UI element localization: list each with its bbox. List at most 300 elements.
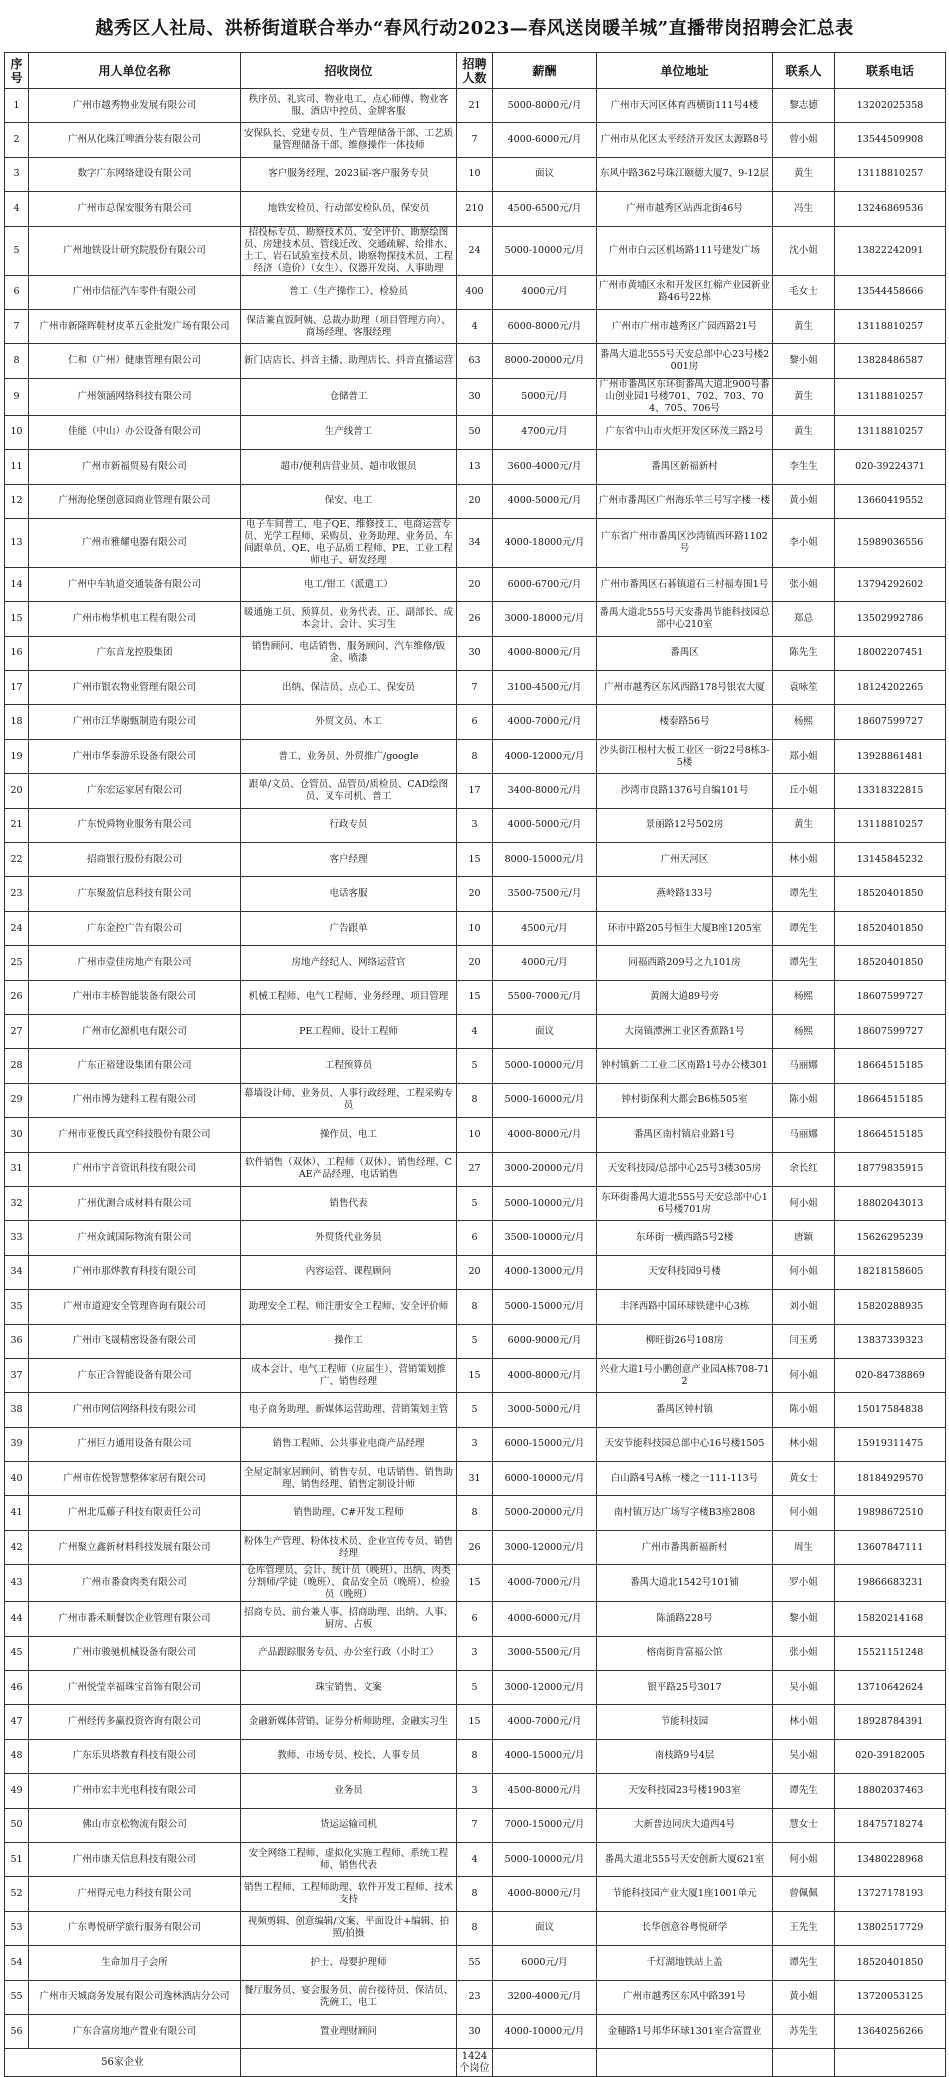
phone-number: 18124202265: [835, 671, 946, 705]
contact-person: 苏先生: [773, 2014, 835, 2048]
positions: 金融新媒体营销、证券分析师助理、金融实习生: [241, 1705, 457, 1739]
header-phone: 联系电话: [835, 53, 946, 89]
salary: 4000-7000元/月: [493, 1565, 597, 1602]
phone-number: 13246869536: [835, 192, 946, 226]
headcount: 5: [457, 1393, 493, 1427]
address: 天安科技园23号楼1903室: [597, 1774, 773, 1808]
headcount: 50: [457, 415, 493, 449]
positions: 护士、母婴护理师: [241, 1946, 457, 1980]
phone-number: 18802037463: [835, 1774, 946, 1808]
row-index: 25: [5, 946, 29, 980]
positions: 幕墙设计师、业务员、人事行政经理、工程采购专员: [241, 1083, 457, 1117]
company-name: 广州市那烨教育科技有限公司: [29, 1255, 241, 1289]
contact-person: 黄生: [773, 157, 835, 191]
contact-person: 谭先生: [773, 946, 835, 980]
salary: 8000-20000元/月: [493, 344, 597, 378]
company-name: 广州领涵网络科技有限公司: [29, 378, 241, 415]
contact-person: 张小姐: [773, 567, 835, 601]
headcount: 26: [457, 1530, 493, 1564]
table-footer: [5, 2049, 946, 2077]
table-row: [5, 1842, 946, 1876]
row-index: 47: [5, 1705, 29, 1739]
table-row: [5, 1877, 946, 1911]
table-row: [5, 1636, 946, 1670]
table-row: [5, 1324, 946, 1358]
positions: 助理安全工程、师注册安全工程师、安全评价师: [241, 1290, 457, 1324]
address: 千灯湖地铁站上盖: [597, 1946, 773, 1980]
table-row: [5, 1739, 946, 1773]
row-index: 51: [5, 1842, 29, 1876]
phone-number: 15626295239: [835, 1221, 946, 1255]
table-header: [5, 53, 946, 89]
positions: 产品跟踪服务专员、办公室行政（小时工）: [241, 1636, 457, 1670]
phone-number: 15989036556: [835, 518, 946, 567]
salary: 4000元/月: [493, 275, 597, 309]
header-company: 用人单位名称: [29, 53, 241, 89]
salary: 5000-10000元/月: [493, 1186, 597, 1220]
contact-person: 郑总: [773, 602, 835, 636]
address: 兴业大道1号小鹏创意产业园A栋708-712: [597, 1358, 773, 1392]
row-index: 24: [5, 911, 29, 945]
salary: 5000-8000元/月: [493, 89, 597, 123]
headcount: 31: [457, 1462, 493, 1496]
company-name: 广州得元电力科技有限公司: [29, 1877, 241, 1911]
contact-person: 李小姐: [773, 518, 835, 567]
row-index: 23: [5, 877, 29, 911]
row-index: 37: [5, 1358, 29, 1392]
company-name: 仁和（广州）健康管理有限公司: [29, 344, 241, 378]
headcount: 34: [457, 518, 493, 567]
company-name: 广州海伦堡创意园商业管理有限公司: [29, 484, 241, 518]
row-index: 53: [5, 1911, 29, 1945]
positions: 仓库管理员、会计、统计员（晚班）、出纳、肉类分割师/学徒（晚班）、食品安全员（晚班）、检验员（晚班）: [241, 1565, 457, 1602]
positions: 成本会计、电气工程师（应届生）、营销策划推广、销售经理: [241, 1358, 457, 1392]
address: 同福西路209号之九101房: [597, 946, 773, 980]
table-row: [5, 980, 946, 1014]
table-row: [5, 1946, 946, 1980]
phone-number: 18002207451: [835, 636, 946, 670]
positions: 粉体生产管理、粉体技术员、企业宣传专员、销售经理: [241, 1530, 457, 1564]
contact-person: 丘小姐: [773, 774, 835, 808]
table-row: [5, 911, 946, 945]
total-companies: 56家企业: [5, 2049, 241, 2077]
headcount: 30: [457, 2014, 493, 2048]
salary: 4000元/月: [493, 946, 597, 980]
row-index: 3: [5, 157, 29, 191]
company-name: 广州市骏驰机械设备有限公司: [29, 1636, 241, 1670]
salary: 3000-18000元/月: [493, 602, 597, 636]
row-index: 29: [5, 1083, 29, 1117]
address: 沙湾市良路1376号自编101号: [597, 774, 773, 808]
contact-person: 杨熙: [773, 705, 835, 739]
contact-person: 何小姐: [773, 1186, 835, 1220]
row-index: 26: [5, 980, 29, 1014]
positions: 工程预算员: [241, 1049, 457, 1083]
address: 广州市越秀区东风中路391号: [597, 1980, 773, 2014]
table-row: [5, 705, 946, 739]
table-row: [5, 1911, 946, 1945]
salary: 6000-8000元/月: [493, 309, 597, 343]
salary: 面议: [493, 1014, 597, 1048]
contact-person: 黄女士: [773, 1462, 835, 1496]
positions: 操作员、电工: [241, 1118, 457, 1152]
positions: 销售助理、C#开发工程师: [241, 1496, 457, 1530]
table-row: [5, 1808, 946, 1842]
table-row: [5, 275, 946, 309]
positions: 外贸文员、木工: [241, 705, 457, 739]
contact-person: 马丽娜: [773, 1118, 835, 1152]
contact-person: 李生生: [773, 450, 835, 484]
positions: 货运运输司机: [241, 1808, 457, 1842]
row-index: 27: [5, 1014, 29, 1048]
table-row: [5, 484, 946, 518]
contact-person: 杨熙: [773, 1014, 835, 1048]
headcount: 20: [457, 877, 493, 911]
row-index: 48: [5, 1739, 29, 1773]
contact-person: 郑小姐: [773, 739, 835, 773]
contact-person: 慧女士: [773, 1808, 835, 1842]
address: 广州市番禺区广州海乐苹三号写字楼一楼: [597, 484, 773, 518]
table-row: [5, 518, 946, 567]
row-index: 35: [5, 1290, 29, 1324]
contact-person: 陈小姐: [773, 1393, 835, 1427]
headcount: 4: [457, 1842, 493, 1876]
contact-person: 黄生: [773, 378, 835, 415]
company-name: 广东合富房地产置业有限公司: [29, 2014, 241, 2048]
row-index: 11: [5, 450, 29, 484]
row-index: 10: [5, 415, 29, 449]
positions: 地铁安检员、行动部安检队员、保安员: [241, 192, 457, 226]
phone-number: 13727178193: [835, 1877, 946, 1911]
contact-person: 杨熙: [773, 980, 835, 1014]
company-name: 广州优测合成材料有限公司: [29, 1186, 241, 1220]
headcount: 3: [457, 808, 493, 842]
headcount: 17: [457, 774, 493, 808]
headcount: 27: [457, 1152, 493, 1186]
positions: 销售工程师、公共事业电商产品经理: [241, 1427, 457, 1461]
company-name: 广州市番禾顺餐饮企业管理有限公司: [29, 1602, 241, 1636]
phone-number: 13202025358: [835, 89, 946, 123]
phone-number: 13837339323: [835, 1324, 946, 1358]
address: 黄阁大道89号旁: [597, 980, 773, 1014]
company-name: 招商银行股份有限公司: [29, 843, 241, 877]
positions: 销售顾问、电话销售、服务顾问、汽车维修/钣金、喷漆: [241, 636, 457, 670]
table-row: [5, 415, 946, 449]
salary: 4000-7000元/月: [493, 705, 597, 739]
table-body: [5, 89, 946, 2049]
address: 金穗路1号邦华环球1301室合富置业: [597, 2014, 773, 2048]
table-row: [5, 1221, 946, 1255]
row-index: 28: [5, 1049, 29, 1083]
positions: 电子车间普工、电子QE、维修技工、电商运营专员、光学工程师、采购员、业务助理、业务员、车间跟单员、QE、电子品质工程师、PE、工业工程师电子、研发经理: [241, 518, 457, 567]
row-index: 18: [5, 705, 29, 739]
salary: 4500-8000元/月: [493, 1774, 597, 1808]
contact-person: 曾佩佩: [773, 1877, 835, 1911]
contact-person: 冯生: [773, 192, 835, 226]
address: 节能科技园产业大厦1座1001单元: [597, 1877, 773, 1911]
salary: 面议: [493, 157, 597, 191]
phone-number: 13710642624: [835, 1671, 946, 1705]
company-name: 广东聚盈信息科技有限公司: [29, 877, 241, 911]
address: 番禺大道北555号天安总部中心23号楼2001房: [597, 344, 773, 378]
salary: 4000-5000元/月: [493, 808, 597, 842]
salary: 5000-15000元/月: [493, 1290, 597, 1324]
table-row: [5, 378, 946, 415]
headcount: 26: [457, 602, 493, 636]
company-name: 广州市道迎安全管理咨询有限公司: [29, 1290, 241, 1324]
total-spacer: [835, 2049, 946, 2077]
address: 榕南街肯富福公馆: [597, 1636, 773, 1670]
company-name: 广州中车轨道交通装备有限公司: [29, 567, 241, 601]
contact-person: 林小姐: [773, 1705, 835, 1739]
phone-number: 13607847111: [835, 1530, 946, 1564]
contact-person: 余长红: [773, 1152, 835, 1186]
company-name: 生命加月子会所: [29, 1946, 241, 1980]
headcount: 30: [457, 636, 493, 670]
row-index: 34: [5, 1255, 29, 1289]
table-row: [5, 1118, 946, 1152]
salary: 4000-13000元/月: [493, 1255, 597, 1289]
address: 天安科技园/总部中心25号3楼305房: [597, 1152, 773, 1186]
positions: 电工/钳工（派遣工）: [241, 567, 457, 601]
company-name: 广州市信征汽车零件有限公司: [29, 275, 241, 309]
salary: 3500-10000元/月: [493, 1221, 597, 1255]
contact-person: 黄生: [773, 808, 835, 842]
company-name: 广州巨力通用设备有限公司: [29, 1427, 241, 1461]
row-index: 32: [5, 1186, 29, 1220]
table-row: [5, 808, 946, 842]
positions: 出纳、保洁员、点心工、保安员: [241, 671, 457, 705]
address: 番禺区南村镇启业路1号: [597, 1118, 773, 1152]
company-name: 佛山市京松物流有限公司: [29, 1808, 241, 1842]
table-row: [5, 1186, 946, 1220]
total-spacer: [493, 2049, 597, 2077]
headcount: 210: [457, 192, 493, 226]
address: 天安节能科技园总部中心16号楼1505: [597, 1427, 773, 1461]
salary: 5500-7000元/月: [493, 980, 597, 1014]
table-row: [5, 1530, 946, 1564]
contact-person: 马丽娜: [773, 1049, 835, 1083]
contact-person: 谭先生: [773, 1946, 835, 1980]
contact-person: 曾小姐: [773, 123, 835, 157]
headcount: 55: [457, 1946, 493, 1980]
table-row: [5, 1980, 946, 2014]
row-index: 46: [5, 1671, 29, 1705]
phone-number: 020-39182005: [835, 1739, 946, 1773]
row-index: 39: [5, 1427, 29, 1461]
contact-person: 何小姐: [773, 1358, 835, 1392]
phone-number: 18607599727: [835, 980, 946, 1014]
headcount: 6: [457, 705, 493, 739]
headcount: 15: [457, 980, 493, 1014]
phone-number: 13502992786: [835, 602, 946, 636]
row-index: 41: [5, 1496, 29, 1530]
phone-number: 18184929570: [835, 1462, 946, 1496]
salary: 3200-4000元/月: [493, 1980, 597, 2014]
address: 番禺区钟村镇: [597, 1393, 773, 1427]
table-row: [5, 774, 946, 808]
phone-number: 13145845232: [835, 843, 946, 877]
headcount: 20: [457, 567, 493, 601]
company-name: 广州市梅华机电工程有限公司: [29, 602, 241, 636]
company-name: 数字广东网络建设有限公司: [29, 157, 241, 191]
header-count: 招聘人数: [457, 53, 493, 89]
headcount: 24: [457, 226, 493, 275]
salary: 7000-15000元/月: [493, 1808, 597, 1842]
phone-number: 18664515185: [835, 1118, 946, 1152]
positions: 视频剪辑、创意编辑/文案、平面设计+编辑、拍照/拍摄: [241, 1911, 457, 1945]
headcount: 15: [457, 1358, 493, 1392]
contact-person: 吴小姐: [773, 1671, 835, 1705]
address: 番禺大道北555号天安创新大厦621室: [597, 1842, 773, 1876]
positions: 秩序员、礼宾司、物业电工、点心师傅、物业客服、酒店中控员、金牌客服: [241, 89, 457, 123]
phone-number: 13480228968: [835, 1842, 946, 1876]
row-index: 22: [5, 843, 29, 877]
address: 钟村镇新二工业二区南路1号办公楼301: [597, 1049, 773, 1083]
phone-number: 020-39224371: [835, 450, 946, 484]
phone-number: 15919311475: [835, 1427, 946, 1461]
row-index: 4: [5, 192, 29, 226]
company-name: 广州市华泰游乐设备有限公司: [29, 739, 241, 773]
total-spacer: [773, 2049, 835, 2077]
positions: 业务员: [241, 1774, 457, 1808]
contact-person: 沈小姐: [773, 226, 835, 275]
address: 南村镇万达广场写字楼B3座2808: [597, 1496, 773, 1530]
headcount: 10: [457, 1118, 493, 1152]
table-row: [5, 1152, 946, 1186]
address: 大新普边同庆大道西4号: [597, 1808, 773, 1842]
header-address: 单位地址: [597, 53, 773, 89]
phone-number: 15820214168: [835, 1602, 946, 1636]
phone-number: 13118810257: [835, 808, 946, 842]
headcount: 8: [457, 1496, 493, 1530]
table-row: [5, 450, 946, 484]
headcount: 63: [457, 344, 493, 378]
header-index: 序号: [5, 53, 29, 89]
address: 丰泽西路中国环球铁建中心3栋: [597, 1290, 773, 1324]
salary: 4000-6000元/月: [493, 1602, 597, 1636]
contact-person: 吴小姐: [773, 1739, 835, 1773]
contact-person: 黄小姐: [773, 484, 835, 518]
company-name: 广州市飞晟精密设备有限公司: [29, 1324, 241, 1358]
company-name: 广州悦莹幸福珠宝首饰有限公司: [29, 1671, 241, 1705]
positions: 跟单/文员、仓管员、品管员/质检员、CAD绘图员、叉车司机、普工: [241, 774, 457, 808]
headcount: 13: [457, 450, 493, 484]
positions: 教师、市场专员、校长、人事专员: [241, 1739, 457, 1773]
contact-person: 谭先生: [773, 877, 835, 911]
salary: 4700元/月: [493, 415, 597, 449]
header-positions: 招收岗位: [241, 53, 457, 89]
contact-person: 林小姐: [773, 843, 835, 877]
phone-number: 13802517729: [835, 1911, 946, 1945]
phone-number: 18475718274: [835, 1808, 946, 1842]
table-row: [5, 946, 946, 980]
address: 节能科技园: [597, 1705, 773, 1739]
contact-person: 袁咏笙: [773, 671, 835, 705]
phone-number: 13118810257: [835, 157, 946, 191]
salary: 4000-18000元/月: [493, 518, 597, 567]
table-row: [5, 1427, 946, 1461]
table-row: [5, 636, 946, 670]
positions: 行政专员: [241, 808, 457, 842]
salary: 5000元/月: [493, 378, 597, 415]
phone-number: 13720053125: [835, 1980, 946, 2014]
phone-number: 18664515185: [835, 1083, 946, 1117]
phone-number: 13822242091: [835, 226, 946, 275]
salary: 4000-15000元/月: [493, 1739, 597, 1773]
address: 番禺区: [597, 636, 773, 670]
contact-person: 谭先生: [773, 911, 835, 945]
table-row: [5, 602, 946, 636]
company-name: 佳能（中山）办公设备有限公司: [29, 415, 241, 449]
salary: 4000-10000元/月: [493, 2014, 597, 2048]
row-index: 5: [5, 226, 29, 275]
positions: 软件销售（双休）、工程师（双休）、销售经理、CAE产品经理、电话销售: [241, 1152, 457, 1186]
phone-number: 13118810257: [835, 415, 946, 449]
headcount: 21: [457, 89, 493, 123]
salary: 4000-12000元/月: [493, 739, 597, 773]
positions: 操作工: [241, 1324, 457, 1358]
row-index: 45: [5, 1636, 29, 1670]
address: 钟村街保利大都会B6栋505室: [597, 1083, 773, 1117]
company-name: 广东宏运家居有限公司: [29, 774, 241, 808]
salary: 4500元/月: [493, 911, 597, 945]
table-row: [5, 123, 946, 157]
address: 番禺大道北1542号101铺: [597, 1565, 773, 1602]
company-name: 广州众诚国际物流有限公司: [29, 1221, 241, 1255]
headcount: 5: [457, 1049, 493, 1083]
contact-person: 张小姐: [773, 1636, 835, 1670]
address: 番禺大道北555号天安番禺节能科技园总部中心210室: [597, 602, 773, 636]
table-row: [5, 1565, 946, 1602]
total-row: [5, 2049, 946, 2077]
phone-number: 13828486587: [835, 344, 946, 378]
headcount: 7: [457, 123, 493, 157]
company-name: 广州市雅耀电器有限公司: [29, 518, 241, 567]
salary: 3000-5500元/月: [493, 1636, 597, 1670]
address: 广东省广州市番禺区沙湾镇西环路1102号: [597, 518, 773, 567]
company-name: 广州市新隆晖鞋材皮革五金批发广场有限公司: [29, 309, 241, 343]
total-spacer: [241, 2049, 457, 2077]
positions: 机械工程师、电气工程师、业务经理、项目管理: [241, 980, 457, 1014]
address: 景丽路12号502房: [597, 808, 773, 842]
company-name: 广州市宏丰光电科技有限公司: [29, 1774, 241, 1808]
row-index: 49: [5, 1774, 29, 1808]
contact-person: 陈先生: [773, 636, 835, 670]
company-name: 广州市壹佳房地产有限公司: [29, 946, 241, 980]
positions: 安保队长、党建专员、生产管理储备干部、工艺质量管理储备干部、维修操作一体技师: [241, 123, 457, 157]
salary: 4000-8000元/月: [493, 636, 597, 670]
positions: 全屋定制家居顾问、销售专员、电话销售、销售助理、销售经理、销售定制设计师: [241, 1462, 457, 1496]
company-name: 广州市江华谢甄制造有限公司: [29, 705, 241, 739]
positions: 电话客服: [241, 877, 457, 911]
headcount: 5: [457, 1186, 493, 1220]
address: 柳旺街26号108房: [597, 1324, 773, 1358]
headcount: 8: [457, 739, 493, 773]
address: 陈涌路228号: [597, 1602, 773, 1636]
positions: 普工（生产操作工）、检验员: [241, 275, 457, 309]
salary: 3000-12000元/月: [493, 1671, 597, 1705]
salary: 4000-8000元/月: [493, 1877, 597, 1911]
phone-number: 13640256266: [835, 2014, 946, 2048]
positions: 房地产经纪人、网络运营官: [241, 946, 457, 980]
address: 银平路25号3017: [597, 1671, 773, 1705]
headcount: 7: [457, 1808, 493, 1842]
headcount: 15: [457, 1565, 493, 1602]
table-row: [5, 671, 946, 705]
table-row: [5, 89, 946, 123]
phone-number: 13794292602: [835, 567, 946, 601]
